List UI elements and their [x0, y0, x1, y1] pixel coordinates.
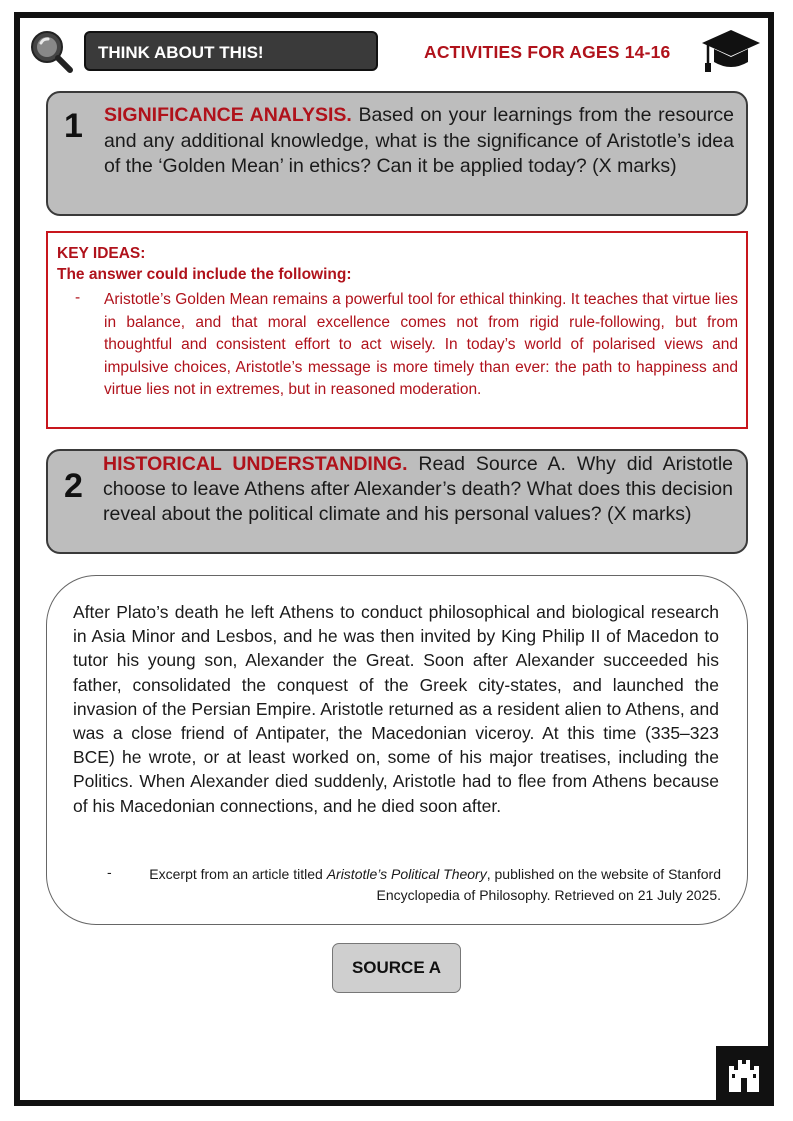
key-ideas-bullet: -: [75, 289, 81, 306]
question-2-prompt: Read Source A. Why did Aristotle choose to leave Athens after Alexander’s death? What does this decision reveal about the political climate and his personal values? (X marks): [103, 453, 734, 525]
magnifier-icon: [28, 28, 74, 74]
question-1-text: [104, 103, 734, 180]
ages-label: ACTIVITIES FOR AGES 14-16: [424, 42, 671, 62]
question-2-heading: HISTORICAL UNDERSTANDING.: [103, 453, 408, 475]
question-2-text: [103, 452, 733, 527]
question-1-prompt: Based on your learnings from the resource and any additional knowledge, what is the significance of Aristotle’s idea of the ‘Golden Mean’ in ethics? Can it be applied today? (X marks): [104, 104, 734, 177]
key-ideas-box: [46, 231, 748, 429]
question-1-box: [46, 91, 748, 216]
castle-logo-icon: [716, 1046, 774, 1106]
key-ideas-title: KEY IDEAS:: [57, 245, 146, 262]
graduation-cap-icon: [700, 26, 762, 76]
question-2-box: [46, 449, 748, 554]
key-ideas-subtitle: The answer could include the following:: [57, 266, 352, 283]
citation-suffix: , published on the website of Stanford Encyclopedia of Philosophy. Retrieved on 21 July 2025.: [376, 866, 721, 903]
question-1-number: 1: [64, 107, 83, 145]
think-about-this-label: THINK ABOUT THIS!: [84, 31, 378, 71]
key-ideas-answer: Aristotle’s Golden Mean remains a powerful tool for ethical thinking. It teaches that virtue lies in balance, and that moral excellence comes not from rigid rule-following, but from thoughtful and consistent effort to act wisely. In today’s world of polarised views and impulsive choices, Aristotle’s message is more timely than ever: the path to happiness and virtue lies not in extremes, but in reasoned moderation.: [104, 291, 738, 398]
citation-title: Aristotle’s Political Theory: [326, 866, 487, 882]
source-a-box: [46, 575, 748, 925]
citation-prefix: Excerpt from an article titled: [149, 866, 327, 882]
question-1-heading: SIGNIFICANCE ANALYSIS.: [104, 104, 352, 126]
question-2-number: 2: [64, 467, 83, 505]
source-a-citation-bullet: -: [107, 864, 112, 880]
source-a-text: After Plato’s death he left Athens to conduct philosophical and biological research in Asia Minor and Lesbos, and he was then invited by King Philip II of Macedon to tutor his young son, Alexander the Great. Soon after Alexander succeeded his father, consolidated the conquest of the Greek city-states, and launched the invasion of the Persian Empire. Aristotle returned as a resident alien to Athens, and was a close friend of Antipater, the Macedonian viceroy. At this time (335–323 BCE) he wrote, or at least worked on, some of his major treatises, including the Politics. When Alexander died suddenly, Aristotle had to flee from Athens because of his Macedonian connections, and he died soon after.: [73, 602, 719, 816]
source-a-citation: [135, 864, 721, 906]
source-a-label: SOURCE A: [332, 943, 461, 993]
